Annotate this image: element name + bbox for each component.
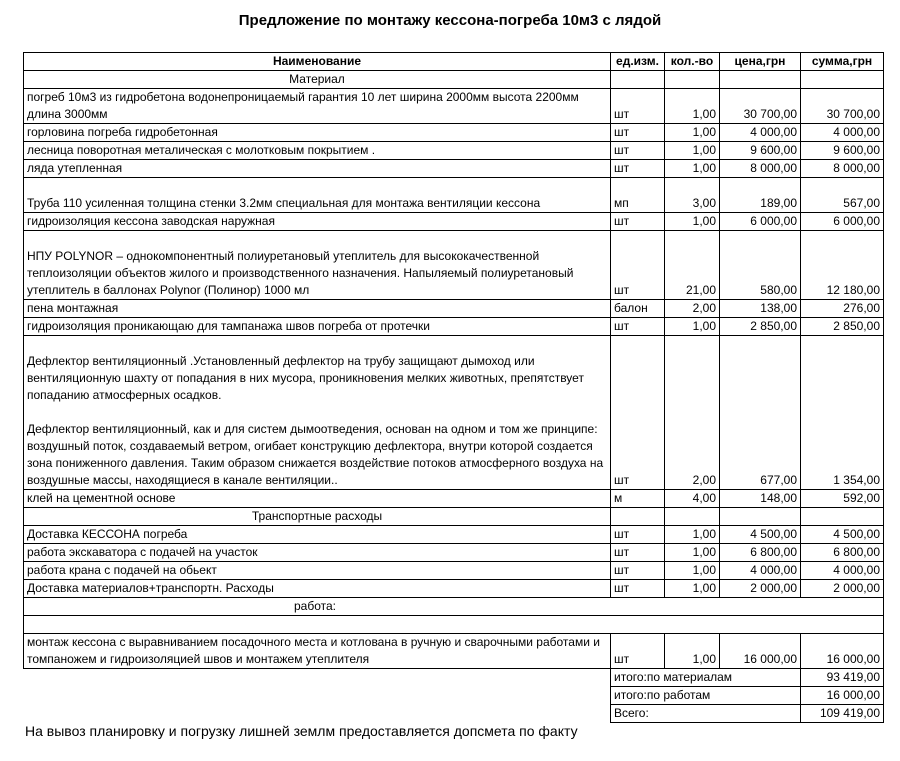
item-price: 4 500,00 [720,526,801,544]
header-price: цена,грн [720,53,801,71]
item-sum: 6 800,00 [801,544,884,562]
item-sum: 592,00 [801,490,884,508]
item-name: пена монтажная [24,300,611,318]
item-sum: 2 850,00 [801,318,884,336]
item-sum: 4 000,00 [801,562,884,580]
item-qty: 1,00 [665,580,720,598]
total-row-materials [24,669,884,687]
item-name: работа крана с подачей на обьект [24,562,611,580]
table-row [24,526,884,544]
section-material: Материал [24,71,611,89]
item-name: монтаж кессона с выравниванием посадочного места и котлована в ручную и сварочными работами и томпаножем и гидроизоляцией швов и монтажем утеплителя [24,634,611,669]
blank-row [24,616,884,634]
item-price: 4 000,00 [720,562,801,580]
deflector-text-2: Дефлектор вентиляционный, как и для систем дымоотведения, основан на одном и том же принципе: воздушный поток, создаваемый ветром, огибает конструкцию дефлектора, внутри которой создается зона пониженного давления. Таким образом снижается воздействие потоков атмосферного воздуха на воздушные массы, находящиеся в канале вентиляции.. [27,422,604,487]
item-name: Доставка КЕССОНА погреба [24,526,611,544]
total-all-label: Всего: [611,705,801,723]
table-row [24,634,884,669]
table-row [24,580,884,598]
item-price: 148,00 [720,490,801,508]
item-sum: 8 000,00 [801,160,884,178]
header-row [24,53,884,71]
item-price: 4 000,00 [720,124,801,142]
total-materials-label: итого:по материалам [611,669,801,687]
item-qty: 1,00 [665,318,720,336]
table-row [24,562,884,580]
total-works-label: итого:по работам [611,687,801,705]
item-name: клей на цементной основе [24,490,611,508]
table-row [24,160,884,178]
item-name: Труба 110 усиленная толщина стенки 3.2мм специальная для монтажа вентиляции кессона [24,178,611,213]
footer-note: На вывоз планировку и погрузку лишней землм предоставляется допсмета по факту [25,723,578,739]
item-price: 138,00 [720,300,801,318]
item-name: гидроизоляция кессона заводская наружная [24,213,611,231]
item-unit: шт [611,160,665,178]
item-price: 9 600,00 [720,142,801,160]
item-name: НПУ POLYNOR – однокомпонентный полиуретановый утеплитель для высококачественной теплоизоляции объектов жилого и производственного назначения. Напыляемый полиуретановый утеплитель в баллонах Polynor (Полинор) 1000 мл [24,231,611,300]
table-row [24,89,884,124]
table-row [24,490,884,508]
item-unit: мп [611,178,665,213]
table-row [24,178,884,213]
item-sum: 4 000,00 [801,124,884,142]
item-name [24,336,611,490]
item-price: 677,00 [720,336,801,490]
document-title: Предложение по монтажу кессона-погреба 10м3 с лядой [238,12,662,29]
item-price: 6 000,00 [720,213,801,231]
item-unit: шт [611,231,665,300]
item-name: погреб 10м3 из гидробетона водонепроницаемый гарантия 10 лет ширина 2000мм высота 2200мм длина 3000мм [24,89,611,124]
item-price: 189,00 [720,178,801,213]
item-unit: шт [611,213,665,231]
item-name: лесница поворотная металическая с молотковым покрытием . [24,142,611,160]
total-row-all [24,705,884,723]
item-qty: 21,00 [665,231,720,300]
item-price: 30 700,00 [720,89,801,124]
item-unit: шт [611,562,665,580]
item-name: гидроизоляция проникающаю для тампанажа швов погреба от протечки [24,318,611,336]
item-price: 8 000,00 [720,160,801,178]
item-unit: шт [611,142,665,160]
item-sum: 12 180,00 [801,231,884,300]
item-sum: 30 700,00 [801,89,884,124]
item-price: 580,00 [720,231,801,300]
item-unit: шт [611,580,665,598]
item-price: 16 000,00 [720,634,801,669]
item-qty: 1,00 [665,213,720,231]
header-unit: ед.изм. [611,53,665,71]
item-qty: 1,00 [665,89,720,124]
item-sum: 276,00 [801,300,884,318]
item-qty: 4,00 [665,490,720,508]
item-unit: м [611,490,665,508]
item-unit: шт [611,544,665,562]
item-unit: шт [611,336,665,490]
total-works-value: 16 000,00 [801,687,884,705]
item-sum: 1 354,00 [801,336,884,490]
total-row-works [24,687,884,705]
table-row [24,318,884,336]
section-transport: Транспортные расходы [24,508,611,526]
item-unit: шт [611,634,665,669]
table-row [24,213,884,231]
header-sum: сумма,грн [801,53,884,71]
item-qty: 2,00 [665,300,720,318]
table-row [24,142,884,160]
item-qty: 1,00 [665,526,720,544]
item-price: 6 800,00 [720,544,801,562]
item-qty: 2,00 [665,336,720,490]
section-row [24,508,884,526]
item-name: ляда утепленная [24,160,611,178]
item-unit: шт [611,124,665,142]
header-qty: кол.-во [665,53,720,71]
item-sum: 567,00 [801,178,884,213]
table-row [24,300,884,318]
header-name: Наименование [24,53,611,71]
item-unit: балон [611,300,665,318]
item-qty: 1,00 [665,544,720,562]
section-row [24,598,884,616]
item-qty: 1,00 [665,562,720,580]
item-name: горловина погреба гидробетонная [24,124,611,142]
table-row [24,336,884,490]
item-qty: 1,00 [665,160,720,178]
item-sum: 16 000,00 [801,634,884,669]
total-all-value: 109 419,00 [801,705,884,723]
item-price: 2 850,00 [720,318,801,336]
total-materials-value: 93 419,00 [801,669,884,687]
deflector-text-1: Дефлектор вентиляционный .Установленный дефлектор на трубу защищают дымоход или вентиляционную шахту от попадания в них мусора, проникновения мелких животных, препятствует попаданию атмосферных осадков. [27,354,584,402]
section-row [24,71,884,89]
item-price: 2 000,00 [720,580,801,598]
item-sum: 2 000,00 [801,580,884,598]
table-row [24,124,884,142]
item-unit: шт [611,318,665,336]
item-sum: 6 000,00 [801,213,884,231]
estimate-table [23,52,884,723]
item-qty: 1,00 [665,634,720,669]
item-qty: 3,00 [665,178,720,213]
table-row [24,544,884,562]
item-name: Доставка материалов+транспортн. Расходы [24,580,611,598]
item-unit: шт [611,526,665,544]
item-sum: 9 600,00 [801,142,884,160]
item-sum: 4 500,00 [801,526,884,544]
item-qty: 1,00 [665,124,720,142]
item-name: работа экскаватора с подачей на участок [24,544,611,562]
section-work: работа: [24,598,884,616]
table-row [24,231,884,300]
item-unit: шт [611,89,665,124]
item-qty: 1,00 [665,142,720,160]
